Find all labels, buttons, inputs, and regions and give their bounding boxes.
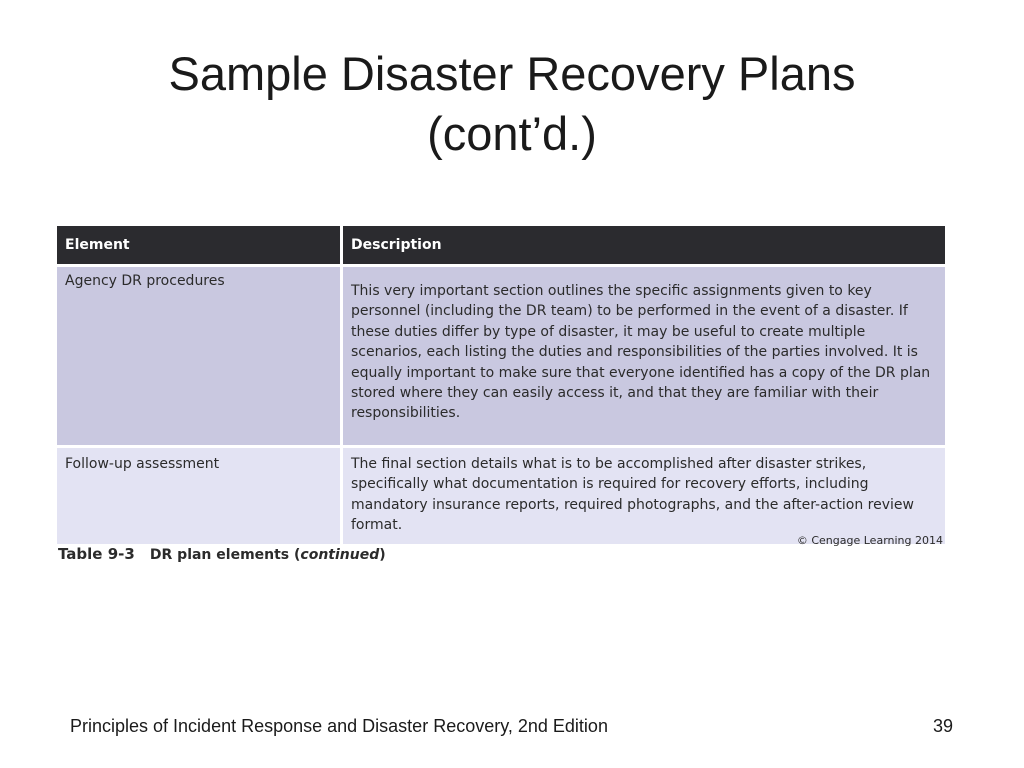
table-caption-title: DR plan elements ( [149,547,301,563]
table-caption-close: ) [379,547,386,563]
slide-title [0,44,1024,164]
column-header-description: Description [343,226,945,264]
slide-title-line2: (cont’d.) [427,107,597,160]
dr-plan-table-container [57,226,945,544]
table-caption-text [150,547,386,563]
dr-plan-elements-table [57,226,945,544]
table-header-row [57,226,945,264]
column-header-element: Element [57,226,343,264]
table-caption-number: Table 9-3 [58,545,135,563]
slide-title-line1: Sample Disaster Recovery Plans [168,47,856,100]
table-row [57,445,945,544]
footer-book-title: Principles of Incident Response and Disaster Recovery, 2nd Edition [70,716,608,736]
table-cell-element: Follow-up assessment [57,445,343,544]
copyright-notice: © Cengage Learning 2014 [796,534,943,547]
table-cell-description: This very important section outlines the specific assignments given to key personnel (including the DR team) to be performed in the event of a disaster. If these duties differ by type of disaster, it may be useful to create multiple scenarios, each listing the duties and responsibilities of the parties involved. It is equally important to make sure that everyone identified has a copy of the DR plan stored where they can easily access it, and that they are familiar with their responsibilities. [343,264,945,445]
table-caption [58,544,386,563]
table-caption-italic: continued [300,547,380,563]
table-cell-description: The final section details what is to be accomplished after disaster strikes, specifically what documentation is required for recovery efforts, including mandatory insurance reports, required photographs, and the after-action review format. [343,445,945,544]
table-row [57,264,945,445]
table-cell-element: Agency DR procedures [57,264,343,445]
footer-page-number: 39 [932,716,953,736]
